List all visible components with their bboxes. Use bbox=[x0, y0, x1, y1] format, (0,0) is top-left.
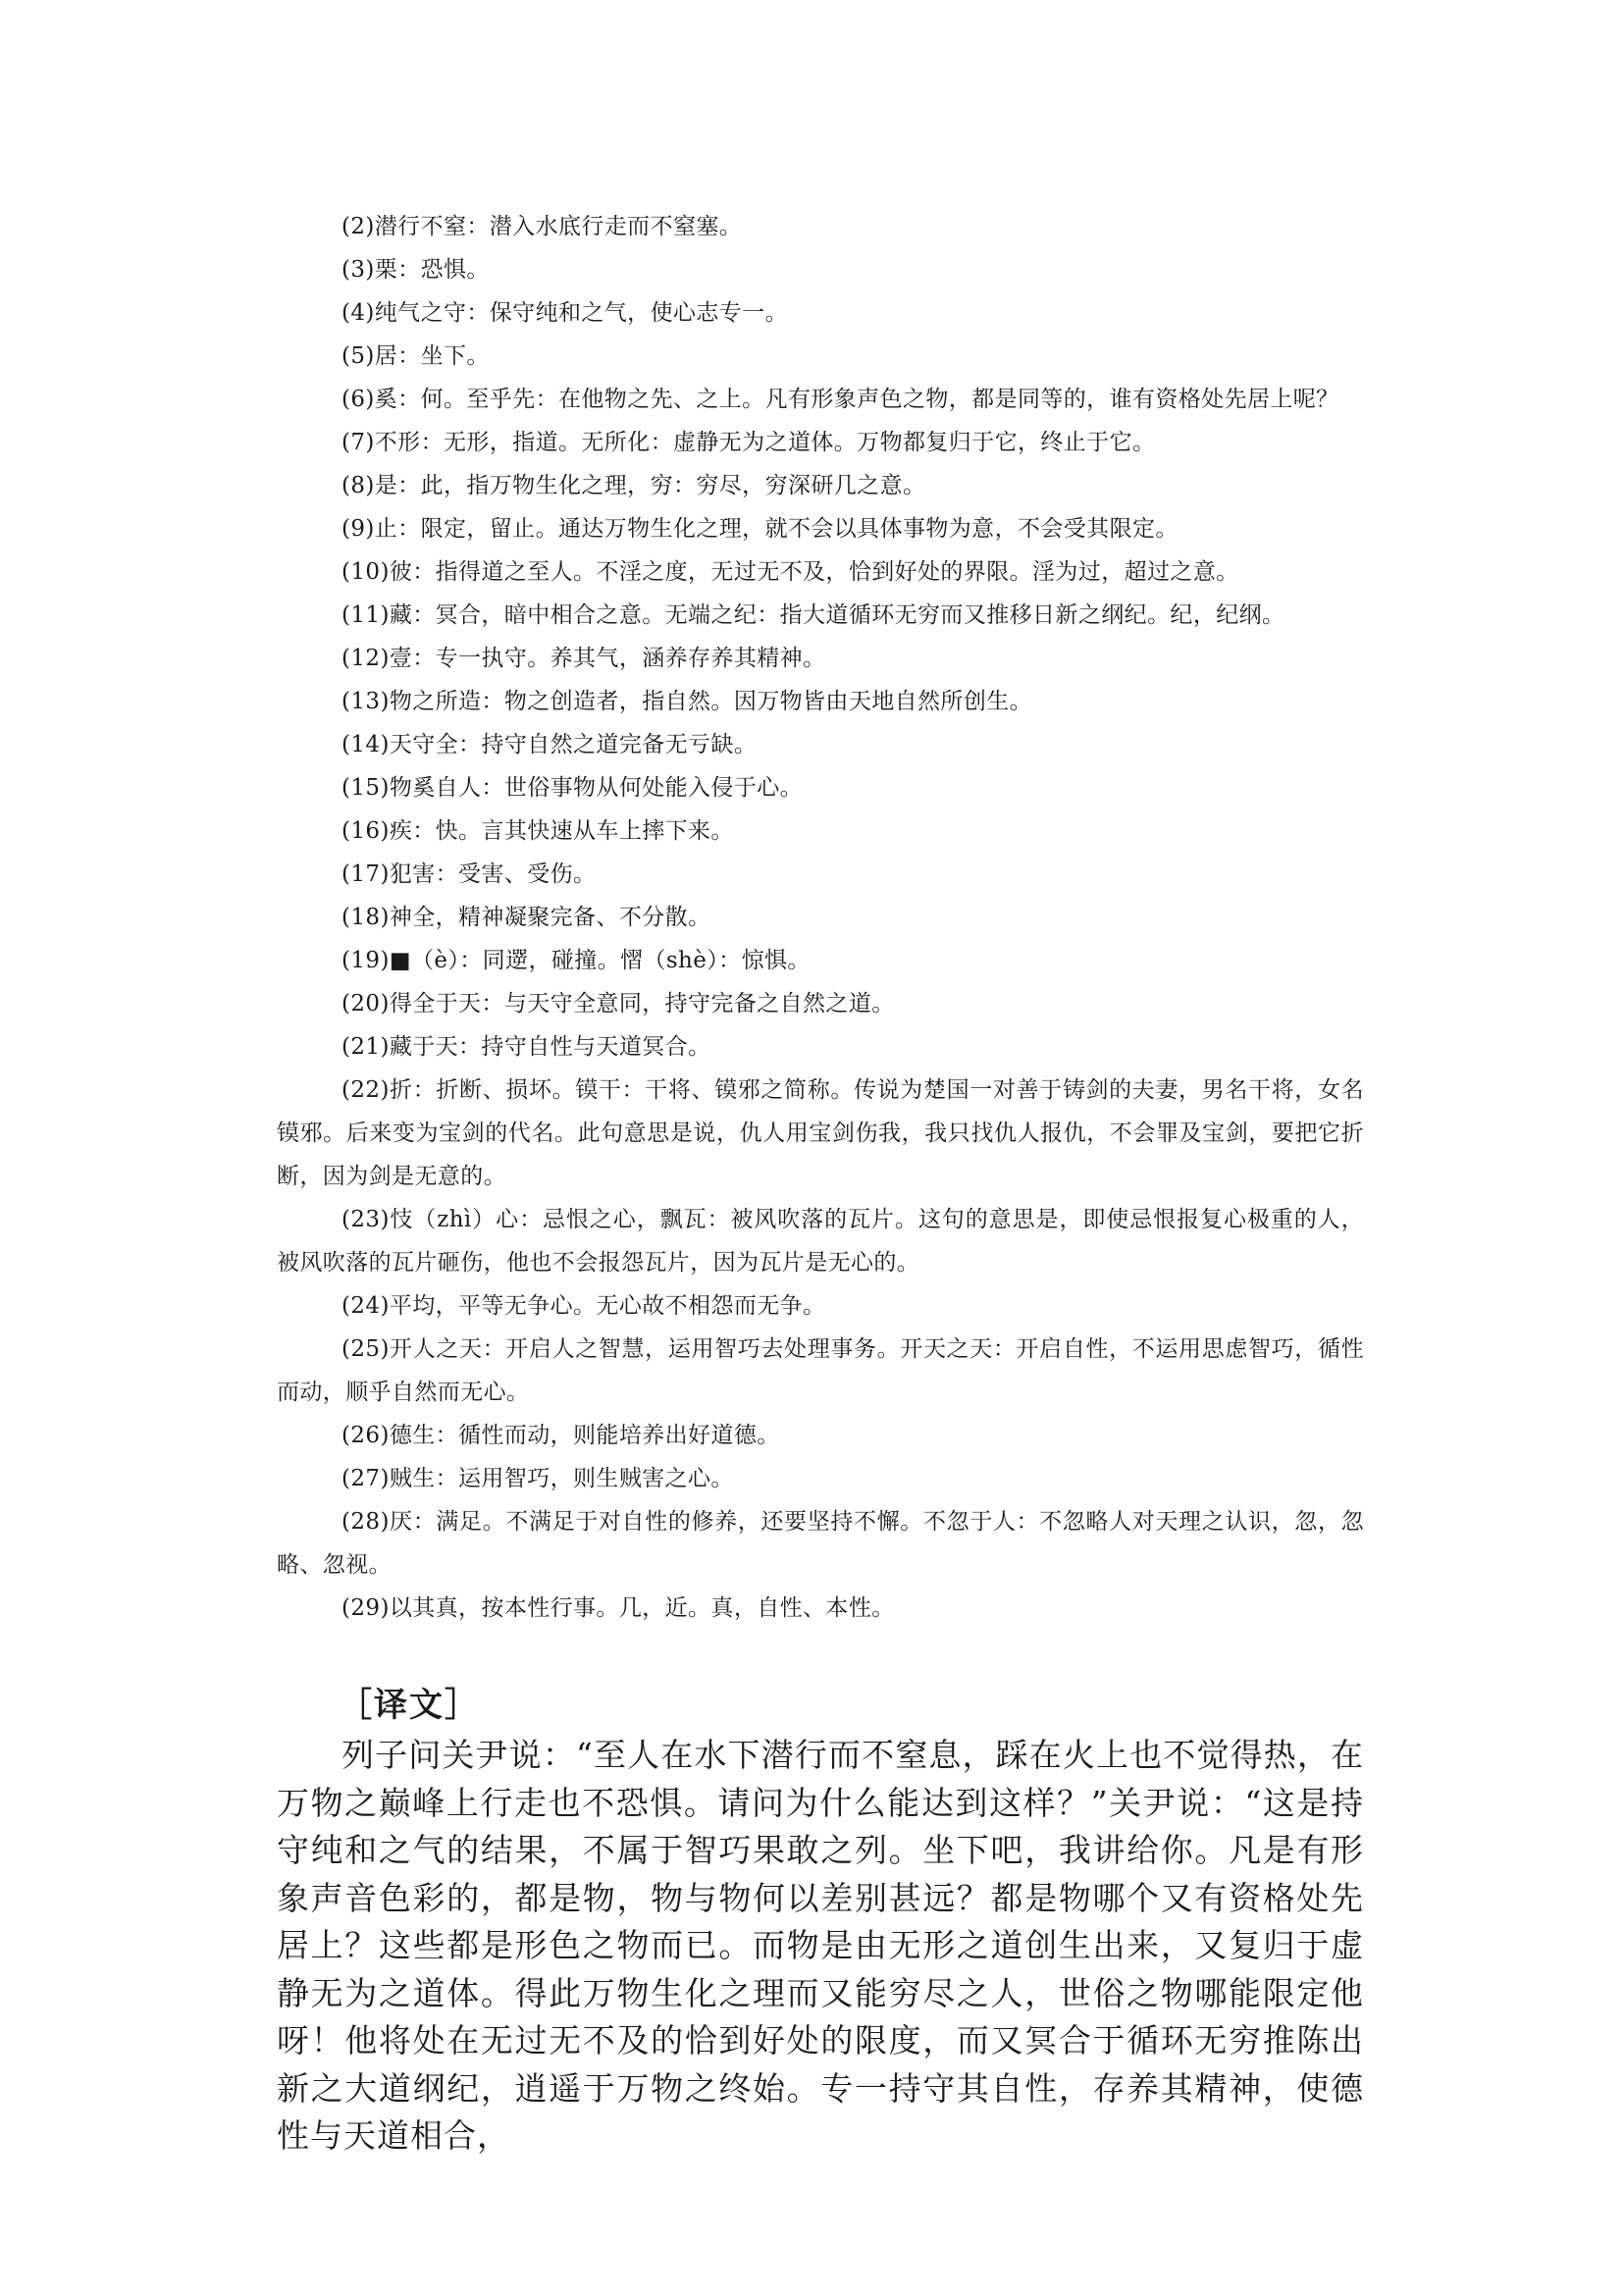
note-item: (4)纯气之守：保守纯和之气，使心志专一。 bbox=[341, 300, 788, 326]
note-item: (3)栗：恐惧。 bbox=[341, 257, 490, 283]
note-item: (14)天守全：持守自然之道完备无亏缺。 bbox=[341, 732, 758, 757]
annotation-notes bbox=[277, 205, 1364, 1630]
translation-heading: ［译文］ bbox=[339, 1686, 480, 1725]
translation-paragraph: 列子问关尹说：“至人在水下潜行而不窒息，踩在火上也不觉得热，在万物之巅峰上行走也不恐惧。请问为什么能达到这样？”关尹说：“这是持守纯和之气的结果，不属于智巧果敢之列。坐下吧，我讲给你。凡是有形象声音色彩的，都是物，物与物何以差别甚远？都是物哪个又有资格处先居上？这些都是形色之物而已。而物是由无形之道创生出来，又复归于虚静无为之道体。得此万物生化之理而又能穷尽之人，世俗之物哪能限定他呀！他将处在无过无不及的恰到好处的限度，而又冥合于循环无穷推陈出新之大道纲纪，逍遥于万物之终始。专一持守其自性，存养其精神，使德性与天道相合， bbox=[277, 1736, 1364, 2155]
note-item: (20)得全于天：与天守全意同，持守完备之自然之道。 bbox=[341, 991, 895, 1017]
note-item: (27)贼生：运用智巧，则生贼害之心。 bbox=[341, 1466, 734, 1491]
note-item: (29)以其真，按本性行事。几，近。真，自性、本性。 bbox=[341, 1595, 895, 1621]
note-item: (13)物之所造：物之创造者，指自然。因万物皆由天地自然所创生。 bbox=[341, 689, 1033, 714]
note-item: (16)疾：快。言其快速从车上摔下来。 bbox=[341, 818, 734, 844]
note-item: (18)神全，精神凝聚完备、不分散。 bbox=[341, 905, 711, 930]
note-item: (17)犯害：受害、受伤。 bbox=[341, 861, 597, 887]
note-item: (19)■（è）：同遻，碰撞。慴（shè）：惊惧。 bbox=[341, 948, 811, 973]
note-item: (25)开人之天：开启人之智慧，运用智巧去处理事务。开天之天：开启自性，不运用思虑智巧，循性而动，顺乎自然而无心。 bbox=[277, 1336, 1364, 1405]
note-item: (28)厌：满足。不满足于对自性的修养，还要坚持不懈。不忽于人：不忽略人对天理之认识，忽，忽略、忽视。 bbox=[277, 1509, 1364, 1578]
note-item: (2)潜行不窒：潜入水底行走而不窒塞。 bbox=[341, 214, 743, 239]
note-item: (12)壹：专一执守。养其气，涵养存养其精神。 bbox=[341, 646, 826, 671]
note-item: (6)奚：何。至乎先：在他物之先、之上。凡有形象声色之物，都是同等的，谁有资格处先居上呢？ bbox=[341, 387, 1339, 412]
note-item: (15)物奚自人：世俗事物从何处能入侵于心。 bbox=[341, 775, 804, 801]
note-item: (22)折：折断、损坏。镆干：干将、镆邪之简称。传说为楚国一对善于铸剑的夫妻，男名干将，女名镆邪。后来变为宝剑的代名。此句意思是说，仇人用宝剑伤我，我只找仇人报仇，不会罪及宝剑，要把它折断，因为剑是无意的。 bbox=[277, 1077, 1364, 1189]
note-item: (26)德生：循性而动，则能培养出好道德。 bbox=[341, 1423, 780, 1448]
note-item: (7)不形：无形，指道。无所化：虚静无为之道体。万物都复归于它，终止于它。 bbox=[341, 430, 1156, 455]
note-item: (23)忮（zhì）心：忌恨之心，飘瓦：被风吹落的瓦片。这句的意思是，即使忌恨报复心极重的人，被风吹落的瓦片砸伤，他也不会报怨瓦片，因为瓦片是无心的。 bbox=[277, 1207, 1364, 1276]
note-item: (24)平均，平等无争心。无心故不相怨而无争。 bbox=[341, 1293, 826, 1319]
translation-body bbox=[277, 1732, 1364, 2161]
note-item: (11)藏：冥合，暗中相合之意。无端之纪：指大道循环无穷而又推移日新之纲纪。纪，纪纲。 bbox=[341, 602, 1285, 628]
note-item: (5)居：坐下。 bbox=[341, 343, 490, 369]
note-item: (21)藏于天：持守自性与天道冥合。 bbox=[341, 1034, 711, 1060]
note-item: (10)彼：指得道之至人。不淫之度，无过无不及，恰到好处的界限。淫为过，超过之意。 bbox=[341, 559, 1239, 585]
note-item: (9)止：限定，留止。通达万物生化之理，就不会以具体事物为意，不会受其限定。 bbox=[341, 516, 1179, 542]
note-item: (8)是：此，指万物生化之理，穷：穷尽，穷深研几之意。 bbox=[341, 473, 926, 498]
